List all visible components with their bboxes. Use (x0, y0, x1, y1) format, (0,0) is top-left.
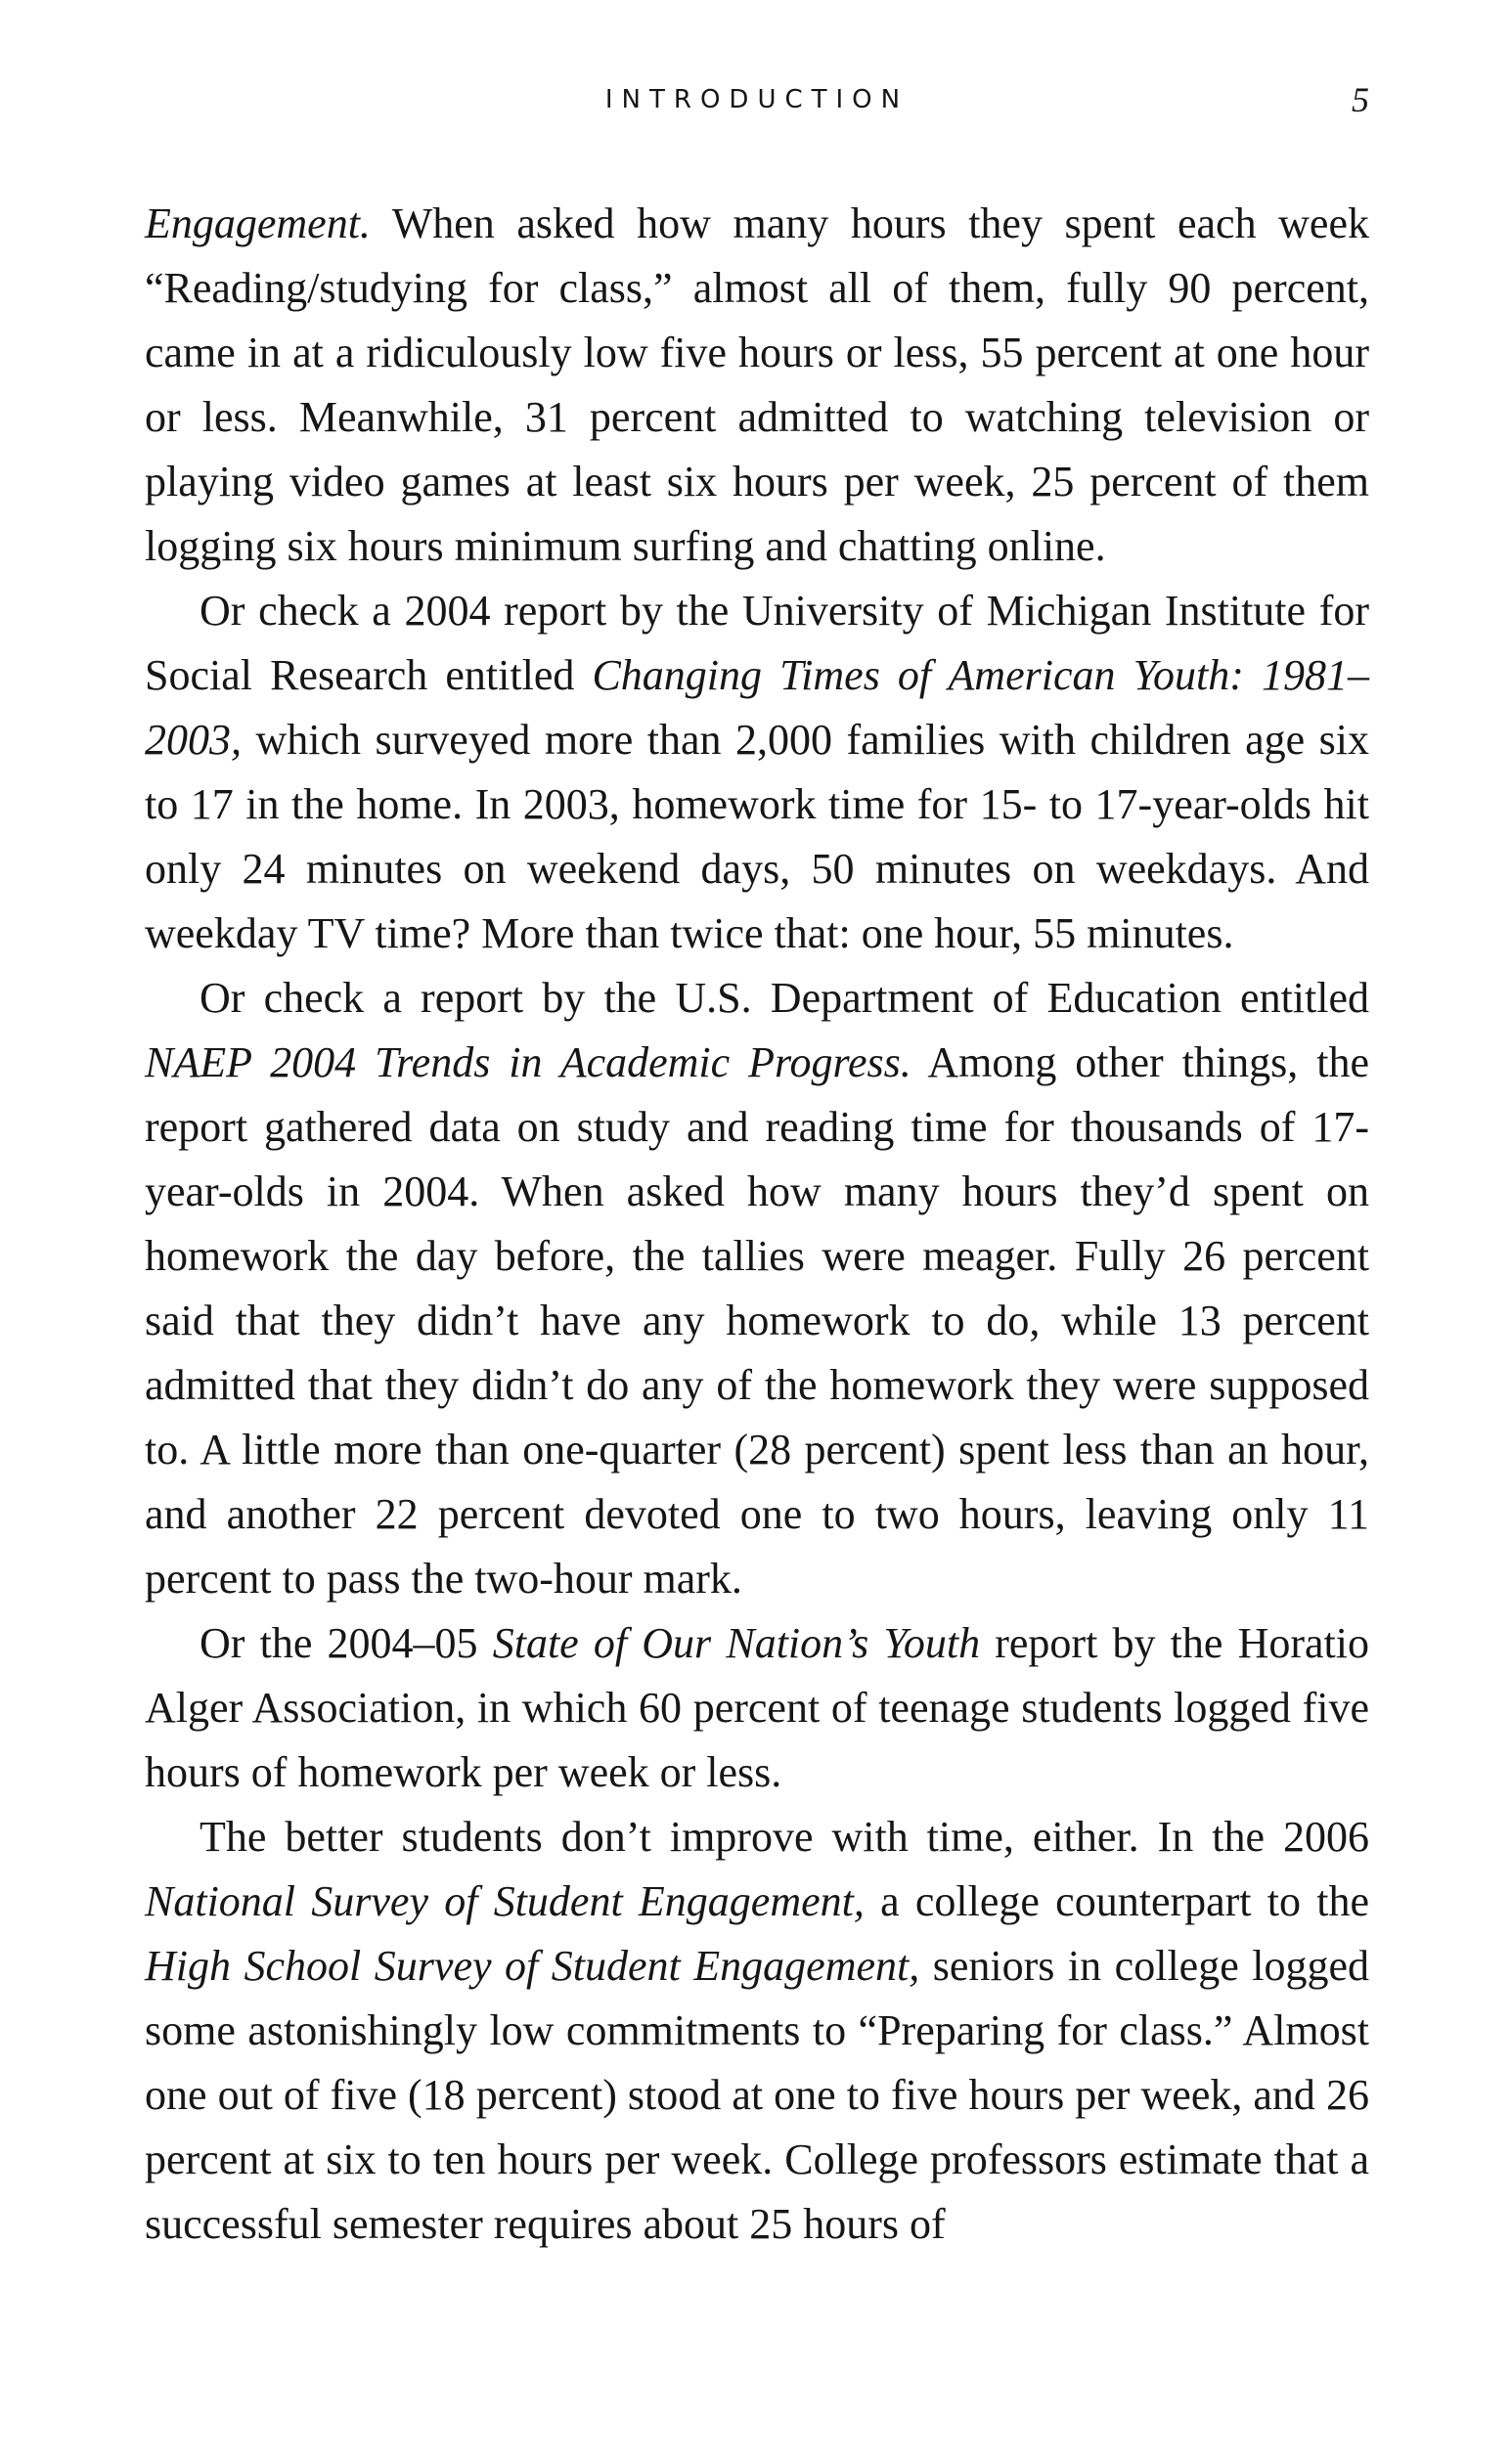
span-2-2: Changing Times of American Youth: 1981–2003, (145, 651, 1369, 764)
span-2-3: which surveyed more than 2,000 families with children age six to 17 in the home. In 2003, homework time for 15- to 17-year-olds hit only 24 minutes on weekend days, 50 minutes on weekdays. And weekday TV time? More than twice that: one hour, 55 minutes. (145, 716, 1369, 957)
paragraph-2 (145, 579, 1369, 966)
span-4-1: Or the 2004–05 (200, 1619, 493, 1667)
span-5-4: High School Survey of Student Engagement, (145, 1942, 920, 1990)
span-3-2: NAEP 2004 Trends in Academic Progress. (145, 1038, 911, 1086)
span-5-5: seniors in college logged some astonishingly low commitments to “Preparing for class.” Almost one out of five (18 percent) stood at one to five hours per week, and 26 percent at six to ten hours per week. College professors estimate that a successful semester requires about 25 hours of (145, 1942, 1369, 2248)
span-1-2: When asked how many hours they spent each week “Reading/studying for class,” almost all of them, fully 90 percent, came in at a ridiculously low five hours or less, 55 percent at one hour or less. Meanwhile, 31 percent admitted to watching television or playing video games at least six hours per week, 25 percent of them logging six hours minimum surfing and chatting online. (145, 199, 1369, 570)
span-1-1: Engagement. (145, 199, 371, 247)
span-3-1: Or check a report by the U.S. Department of Education entitled (200, 974, 1369, 1022)
page-number: 5 (1352, 80, 1369, 119)
span-5-1: The better students don’t improve with time, either. In the 2006 (200, 1813, 1369, 1861)
span-4-2: State of Our Nation’s Youth (492, 1619, 981, 1667)
paragraph-4 (145, 1611, 1369, 1805)
paragraph-1 (145, 192, 1369, 579)
span-2-1: Or check a 2004 report by the University of Michigan Institute for Social Research entitled (145, 587, 1369, 699)
paragraph-5 (145, 1805, 1369, 2257)
paragraph-3 (145, 966, 1369, 1611)
running-title: INTRODUCTION (604, 85, 910, 114)
span-5-3: a college counterpart to the (864, 1877, 1370, 1925)
body-text (145, 192, 1369, 2257)
span-5-2: National Survey of Student Engagement, (145, 1877, 865, 1925)
running-head (145, 80, 1369, 119)
span-4-3: report by the Horatio Alger Association, in which 60 percent of teenage students logged five hours of homework per week or less. (145, 1619, 1369, 1796)
span-3-3: Among other things, the report gathered data on study and reading time for thousands of 17-year-olds in 2004. When asked how many hours they’d spent on homework the day before, the tallies were meager. Fully 26 percent said that they didn’t have any homework to do, while 13 percent admitted that they didn’t do any of the homework they were supposed to. A little more than one-quarter (28 percent) spent less than an hour, and another 22 percent devoted one to two hours, leaving only 11 percent to pass the two-hour mark. (145, 1038, 1369, 1603)
